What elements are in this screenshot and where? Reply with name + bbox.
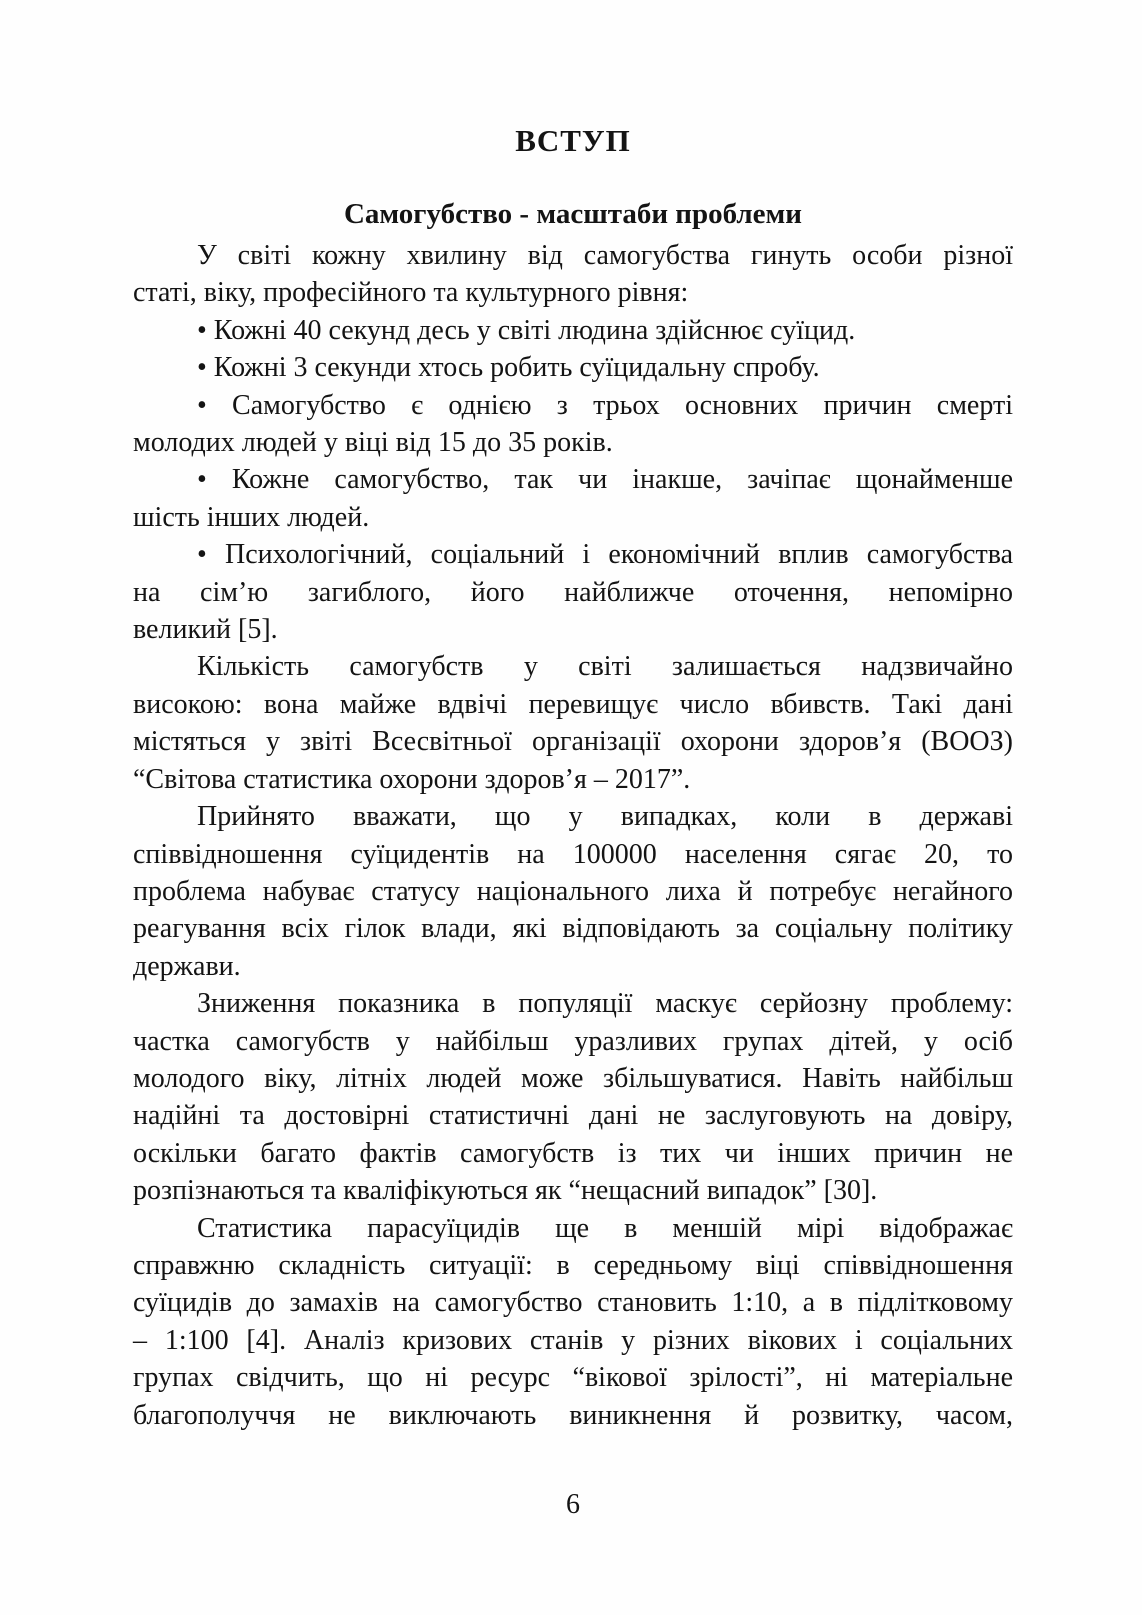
paragraph <box>133 798 1013 985</box>
paragraph-line: • Психологічний, соціальний і економічний вплив самогубства <box>197 539 1013 571</box>
page-number: 6 <box>566 1489 580 1520</box>
paragraph-line: • Кожне самогубство, так чи інакше, зачіпає щонайменше <box>197 464 1013 496</box>
paragraph-line: • Самогубство є однією з трьох основних причин смерті <box>197 389 1013 421</box>
paragraph-line: статі, віку, професійного та культурного рівня: <box>133 277 689 309</box>
paragraph-line: – 1:100 [4]. Аналіз кризових станів у різних вікових і соціальних <box>133 1324 1013 1356</box>
paragraph <box>133 1210 1013 1434</box>
paragraph-line: високою: вона майже вдвічі перевищує число вбивств. Такі дані <box>133 688 1013 720</box>
paragraph <box>133 648 1013 798</box>
paragraph <box>133 349 1013 386</box>
paragraph-line: У світі кожну хвилину від самогубства гинуть особи різної <box>197 240 1013 271</box>
paragraph-line: розпізнаються та кваліфікуються як “нещасний випадок” [30]. <box>133 1175 878 1207</box>
paragraph-line: проблема набуває статусу національного лиха й потребує негайного <box>133 875 1013 907</box>
paragraph-line: • Кожні 40 секунд десь у світі людина здійснює суїцид. <box>197 314 856 346</box>
paragraph <box>133 312 1013 349</box>
paragraph-line: суїцидів до замахів на самогубство становить 1:10, а в підлітковому <box>133 1287 1013 1319</box>
paragraph-line: містяться у звіті Всесвітньої організації охорони здоров’я (ВООЗ) <box>133 726 1013 758</box>
paragraph-line: великий [5]. <box>133 614 278 646</box>
paragraph-line: молодого віку, літніх людей може збільшуватися. Навіть найбільш <box>133 1062 1013 1094</box>
paragraph <box>133 387 1013 462</box>
paragraph-line: “Світова статистика охорони здоров’я – 2017”. <box>133 763 691 795</box>
paragraph-line: Кількість самогубств у світі залишається надзвичайно <box>197 651 1013 683</box>
paragraph-line: надійні та достовірні статистичні дані не заслуговують на довіру, <box>133 1100 1013 1132</box>
paragraph-line: шість інших людей. <box>133 501 370 533</box>
paragraph <box>133 461 1013 536</box>
section-heading: Самогубство - масштаби проблеми <box>343 198 803 230</box>
paragraph-line: справжню складність ситуації: в середньому віці співвідношення <box>133 1249 1013 1281</box>
page-title: ВСТУП <box>515 123 631 158</box>
paragraph-line: оскільки багато фактів самогубств із тих чи інших причин не <box>133 1137 1013 1169</box>
paragraph-line: • Кожні 3 секунди хтось робить суїцидальну спробу. <box>197 352 820 384</box>
paragraph-line: молодих людей у віці від 15 до 35 років. <box>133 427 613 459</box>
paragraph-line: реагування всіх гілок влади, які відповідають за соціальну політику <box>133 913 1013 945</box>
paragraph-line: Прийнято вважати, що у випадках, коли в державі <box>197 801 1013 833</box>
paragraph-line: групах свідчить, що ні ресурс “вікової зрілості”, ні матеріальне <box>133 1362 1013 1394</box>
paragraph-line: Статистика парасуїцидів ще в меншій мірі відображає <box>197 1212 1013 1244</box>
paragraph-line: частка самогубств у найбільш уразливих групах дітей, у осіб <box>133 1025 1013 1057</box>
paragraph-line: на сім’ю загиблого, його найближче оточення, непомірно <box>133 576 1013 608</box>
paragraph-line: держави. <box>133 950 241 982</box>
paragraph <box>133 536 1013 648</box>
paragraph <box>133 985 1013 1209</box>
paragraph-line: Зниження показника в популяції маскує серйозну проблему: <box>197 988 1013 1020</box>
paragraph <box>133 237 1013 312</box>
body-paragraphs <box>133 237 1013 1434</box>
paragraph-line: співвідношення суїцидентів на 100000 населення сягає 20, то <box>133 838 1013 870</box>
paragraph-line: благополуччя не виключають виникнення й розвитку, часом, <box>133 1399 1013 1431</box>
